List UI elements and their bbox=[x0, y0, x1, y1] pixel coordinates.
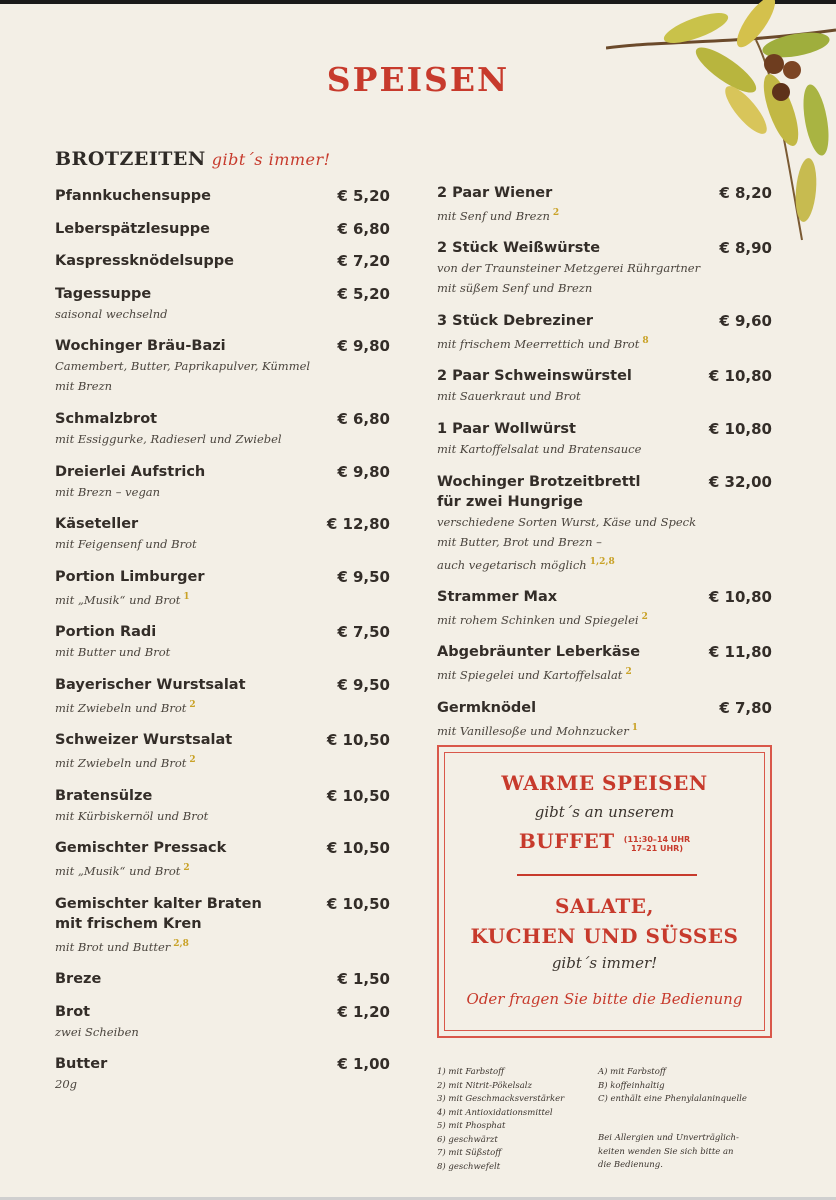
menu-item-price: € 9,80 bbox=[337, 337, 390, 356]
menu-item-price: € 32,00 bbox=[708, 472, 772, 491]
menu-item-name: Käseteller bbox=[55, 516, 139, 533]
menu-item bbox=[55, 622, 390, 662]
menu-item-description-text: mit frischem Meerrettich und Brot bbox=[437, 336, 640, 351]
section-heading bbox=[55, 148, 331, 170]
menu-item bbox=[437, 587, 772, 630]
menu-item-name: 3 Stück Debreziner bbox=[437, 313, 594, 330]
additive-notes-letters bbox=[598, 1066, 747, 1107]
menu-item-description-text: zwei Scheiben bbox=[55, 1024, 139, 1039]
menu-item-description bbox=[437, 203, 772, 226]
menu-item bbox=[437, 472, 772, 575]
menu-item-name: Germknödel bbox=[437, 699, 537, 716]
note-line: 8) geschwefelt bbox=[437, 1161, 501, 1172]
note-line: 1) mit Farbstoff bbox=[437, 1067, 505, 1077]
additive-footnote: 1 bbox=[631, 722, 638, 733]
menu-item-description bbox=[55, 642, 390, 662]
menu-item bbox=[55, 514, 390, 554]
menu-item-price: € 12,80 bbox=[326, 515, 390, 534]
menu-item-description bbox=[55, 356, 390, 396]
menu-item bbox=[437, 311, 772, 354]
menu-item-name: Portion Limburger bbox=[55, 568, 205, 585]
menu-item-price: € 5,20 bbox=[337, 284, 390, 303]
menu-item-name: Strammer Max bbox=[437, 589, 558, 606]
additive-footnote: 2 bbox=[552, 208, 560, 218]
menu-item bbox=[55, 894, 390, 957]
note-line: C) enthält eine Phenylalaninquelle bbox=[598, 1094, 747, 1104]
menu-item bbox=[55, 567, 390, 610]
menu-item-name: Portion Radi bbox=[55, 624, 157, 641]
menu-item-name: Dreierlei Aufstrich bbox=[55, 463, 206, 480]
menu-item-description bbox=[55, 750, 390, 773]
menu-item bbox=[55, 786, 390, 826]
cakes-heading: KUCHEN UND SÜSSES bbox=[470, 924, 739, 948]
menu-item-name: Pfannkuchensuppe bbox=[55, 188, 211, 204]
menu-item-description bbox=[55, 858, 390, 881]
menu-item-description bbox=[437, 607, 772, 630]
menu-item-price: € 9,50 bbox=[337, 675, 390, 694]
note-line: 3) mit Geschmacksverstärker bbox=[437, 1094, 565, 1104]
menu-item-description bbox=[437, 662, 772, 685]
menu-item-name: 1 Paar Wollwürst bbox=[437, 421, 576, 438]
section-title: BROTZEITEN bbox=[55, 148, 206, 170]
buffet-hours-dinner: 17–21 UHR bbox=[630, 843, 680, 853]
menu-item-description-text: mit Senf und Brezn bbox=[437, 208, 550, 223]
menu-item-description-text: mit Spiegelei und Kartoffelsalat bbox=[437, 668, 623, 683]
ask-staff-note: Oder fragen Sie bitte die Bedienung bbox=[466, 990, 743, 1008]
menu-item-description bbox=[437, 331, 772, 354]
menu-item-price: € 5,20 bbox=[337, 187, 390, 205]
menu-item-name: 2 Paar Wiener bbox=[437, 185, 553, 201]
menu-item-description-text: mit „Musik“ und Brot bbox=[55, 864, 181, 879]
menu-item-name: Wochinger Brotzeitbrettl für zwei Hungrige bbox=[437, 473, 641, 510]
menu-item-price: € 1,00 bbox=[337, 1055, 390, 1074]
menu-item-description bbox=[55, 482, 390, 502]
menu-item bbox=[437, 419, 772, 459]
menu-item-price: € 9,50 bbox=[337, 567, 390, 586]
menu-item bbox=[55, 409, 390, 449]
section-subtitle: gibt´s immer! bbox=[211, 150, 331, 169]
menu-item-name: Kaspressknödelsuppe bbox=[55, 253, 234, 270]
additive-footnote: 1 bbox=[183, 591, 190, 602]
buffet-heading: BUFFET bbox=[518, 829, 615, 853]
menu-item-description-text: saisonal wechselnd bbox=[55, 306, 168, 321]
menu-item-price: € 10,50 bbox=[326, 731, 390, 750]
menu-item-description-text: mit rohem Schinken und Spiegelei bbox=[437, 612, 639, 627]
menu-item-name: Bayerischer Wurstsalat bbox=[55, 676, 246, 693]
menu-item-description bbox=[55, 304, 390, 324]
buffet-hours: (11:30–14 UHR 17–21 UHR) bbox=[623, 834, 691, 853]
note-line: A) mit Farbstoff bbox=[598, 1067, 666, 1077]
menu-item-description-text: mit Kartoffelsalat und Bratensauce bbox=[437, 442, 642, 457]
menu-item-description bbox=[437, 718, 772, 741]
menu-item bbox=[55, 969, 390, 989]
menu-item-description bbox=[437, 439, 772, 459]
menu-item bbox=[437, 642, 772, 685]
warm-dishes-heading: WARME SPEISEN bbox=[501, 771, 708, 795]
menu-item bbox=[437, 183, 772, 226]
page-title: SPEISEN bbox=[326, 60, 510, 99]
note-line: 2) mit Nitrit-Pökelsalz bbox=[437, 1080, 532, 1091]
menu-item bbox=[55, 1054, 390, 1094]
menu-item bbox=[55, 1002, 390, 1042]
menu-item-description bbox=[55, 934, 390, 957]
menu-item-name: Abgebräunter Leberkäse bbox=[437, 644, 641, 661]
menu-item-price: € 6,80 bbox=[337, 409, 390, 428]
menu-item-description bbox=[437, 386, 772, 406]
menu-item-price: € 1,50 bbox=[337, 970, 390, 989]
menu-item-description-text: mit „Musik“ und Brot bbox=[55, 592, 181, 607]
menu-item-name: Brot bbox=[55, 1003, 91, 1020]
menu-item bbox=[55, 284, 390, 324]
additive-footnote: 2 bbox=[189, 755, 196, 766]
menu-item-description bbox=[55, 429, 390, 449]
note-line: 6) geschwärzt bbox=[437, 1134, 498, 1145]
menu-item bbox=[437, 698, 772, 741]
note-line: 7) mit Süßstoff bbox=[437, 1148, 502, 1158]
menu-item-description bbox=[55, 1074, 390, 1094]
note-line: 5) mit Phosphat bbox=[437, 1121, 506, 1131]
additive-footnote: 2,8 bbox=[173, 938, 189, 949]
menu-item-description-text: mit Vanillesoße und Mohnzucker bbox=[437, 723, 629, 738]
additive-footnote: 2 bbox=[625, 667, 632, 678]
menu-item-description bbox=[55, 587, 390, 610]
always-available: gibt´s immer! bbox=[551, 954, 658, 972]
menu-item-price: € 10,80 bbox=[708, 588, 772, 607]
allergy-note: Bei Allergien und Unverträglich- keiten wenden Sie sich bitte an die Bedienung. bbox=[598, 1133, 739, 1170]
buffet-line bbox=[439, 829, 770, 853]
menu-item-price: € 10,50 bbox=[326, 786, 390, 805]
menu-column-left bbox=[55, 186, 390, 1107]
additive-footnote: 2 bbox=[641, 612, 648, 623]
menu-item-description-text: verschiedene Sorten Wurst, Käse und Speck mit Butter, Brot und Brezn – auch vegetarisch möglich bbox=[437, 514, 697, 572]
menu-item-price: € 7,20 bbox=[337, 252, 390, 271]
menu-item-price: € 6,80 bbox=[337, 219, 390, 238]
additive-footnote: 1,2,8 bbox=[589, 556, 615, 567]
menu-item bbox=[55, 730, 390, 773]
menu-item-name: Breze bbox=[55, 971, 102, 988]
menu-item-description-text: mit Feigensenf und Brot bbox=[55, 537, 197, 552]
buffet-hours-lunch: 11:30–14 UHR bbox=[627, 834, 691, 844]
menu-item-price: € 9,80 bbox=[337, 462, 390, 481]
note-line: B) koffeinhaltig bbox=[598, 1080, 665, 1091]
additive-footnote: 8 bbox=[642, 336, 649, 347]
menu-item-price: € 1,20 bbox=[337, 1002, 390, 1021]
menu-item-name: Bratensülze bbox=[55, 787, 153, 804]
menu-item bbox=[437, 238, 772, 298]
additive-footnote: 2 bbox=[189, 699, 196, 710]
menu-item-description-text: mit Essiggurke, Radieserl und Zwiebel bbox=[55, 431, 282, 446]
menu-item-name: Tagessuppe bbox=[55, 285, 152, 302]
menu-item-description-text: mit Sauerkraut und Brot bbox=[437, 389, 581, 404]
menu-item-price: € 7,80 bbox=[719, 698, 772, 717]
menu-item bbox=[55, 675, 390, 718]
menu-item bbox=[55, 838, 390, 881]
note-line: 4) mit Antioxidationsmittel bbox=[437, 1107, 553, 1118]
menu-item-description-text: von der Traunsteiner Metzgerei Rührgartner mit süßem Senf und Brezn bbox=[437, 261, 701, 296]
menu-item-price: € 10,80 bbox=[708, 420, 772, 439]
menu-item bbox=[55, 219, 390, 239]
menu-column-right bbox=[437, 183, 772, 753]
menu-item-description-text: 20g bbox=[55, 1077, 77, 1092]
menu-item-price: € 8,90 bbox=[719, 239, 772, 258]
buffet-intro: gibt´s an unserem bbox=[534, 803, 675, 821]
menu-item-description bbox=[55, 1022, 390, 1042]
menu-item-description-text: mit Butter und Brot bbox=[55, 645, 171, 660]
menu-item-price: € 9,60 bbox=[719, 312, 772, 331]
menu-item-description-text: mit Brot und Butter bbox=[55, 939, 171, 954]
menu-item-description bbox=[437, 258, 772, 298]
menu-item-name: Schmalzbrot bbox=[55, 410, 158, 427]
menu-item-price: € 11,80 bbox=[708, 643, 772, 662]
menu-item-name: Leberspätzlesuppe bbox=[55, 220, 210, 237]
menu-item-name: 2 Paar Schweinswürstel bbox=[437, 368, 632, 385]
additive-notes bbox=[437, 1066, 564, 1174]
menu-item bbox=[55, 186, 390, 206]
menu-item-description bbox=[55, 695, 390, 718]
menu-item-price: € 10,80 bbox=[708, 367, 772, 386]
menu-item-price: € 7,50 bbox=[337, 623, 390, 642]
menu-item-description-text: mit Zwiebeln und Brot bbox=[55, 700, 187, 715]
menu-item-name: 2 Stück Weißwürste bbox=[437, 240, 601, 257]
additive-footnote: 2 bbox=[183, 863, 190, 874]
menu-item bbox=[55, 462, 390, 502]
menu-item-price: € 8,20 bbox=[719, 184, 772, 202]
menu-item-description bbox=[437, 512, 772, 575]
menu-item-price: € 10,50 bbox=[326, 894, 390, 913]
menu-item-name: Schweizer Wurstsalat bbox=[55, 732, 233, 749]
menu-item-price: € 10,50 bbox=[326, 839, 390, 858]
menu-item-description-text: Camembert, Butter, Paprikapulver, Kümmel mit Brezn bbox=[55, 359, 311, 394]
menu-item-description-text: mit Brezn – vegan bbox=[55, 484, 161, 499]
menu-item-description-text: mit Kürbiskernöl und Brot bbox=[55, 808, 209, 823]
menu-item-description bbox=[55, 806, 390, 826]
menu-item-name: Gemischter kalter Braten mit frischem Kren bbox=[55, 895, 262, 932]
box-divider bbox=[517, 874, 697, 876]
buffet-info-box bbox=[437, 745, 772, 1038]
menu-item-description bbox=[55, 534, 390, 554]
salads-heading: SALATE, bbox=[554, 894, 655, 918]
menu-item-name: Wochinger Bräu-Bazi bbox=[55, 338, 226, 355]
menu-item-name: Gemischter Pressack bbox=[55, 840, 227, 857]
menu-item bbox=[55, 251, 390, 271]
menu-item bbox=[437, 366, 772, 406]
menu-item-name: Butter bbox=[55, 1056, 108, 1073]
menu-item bbox=[55, 336, 390, 396]
menu-item-description-text: mit Zwiebeln und Brot bbox=[55, 756, 187, 771]
